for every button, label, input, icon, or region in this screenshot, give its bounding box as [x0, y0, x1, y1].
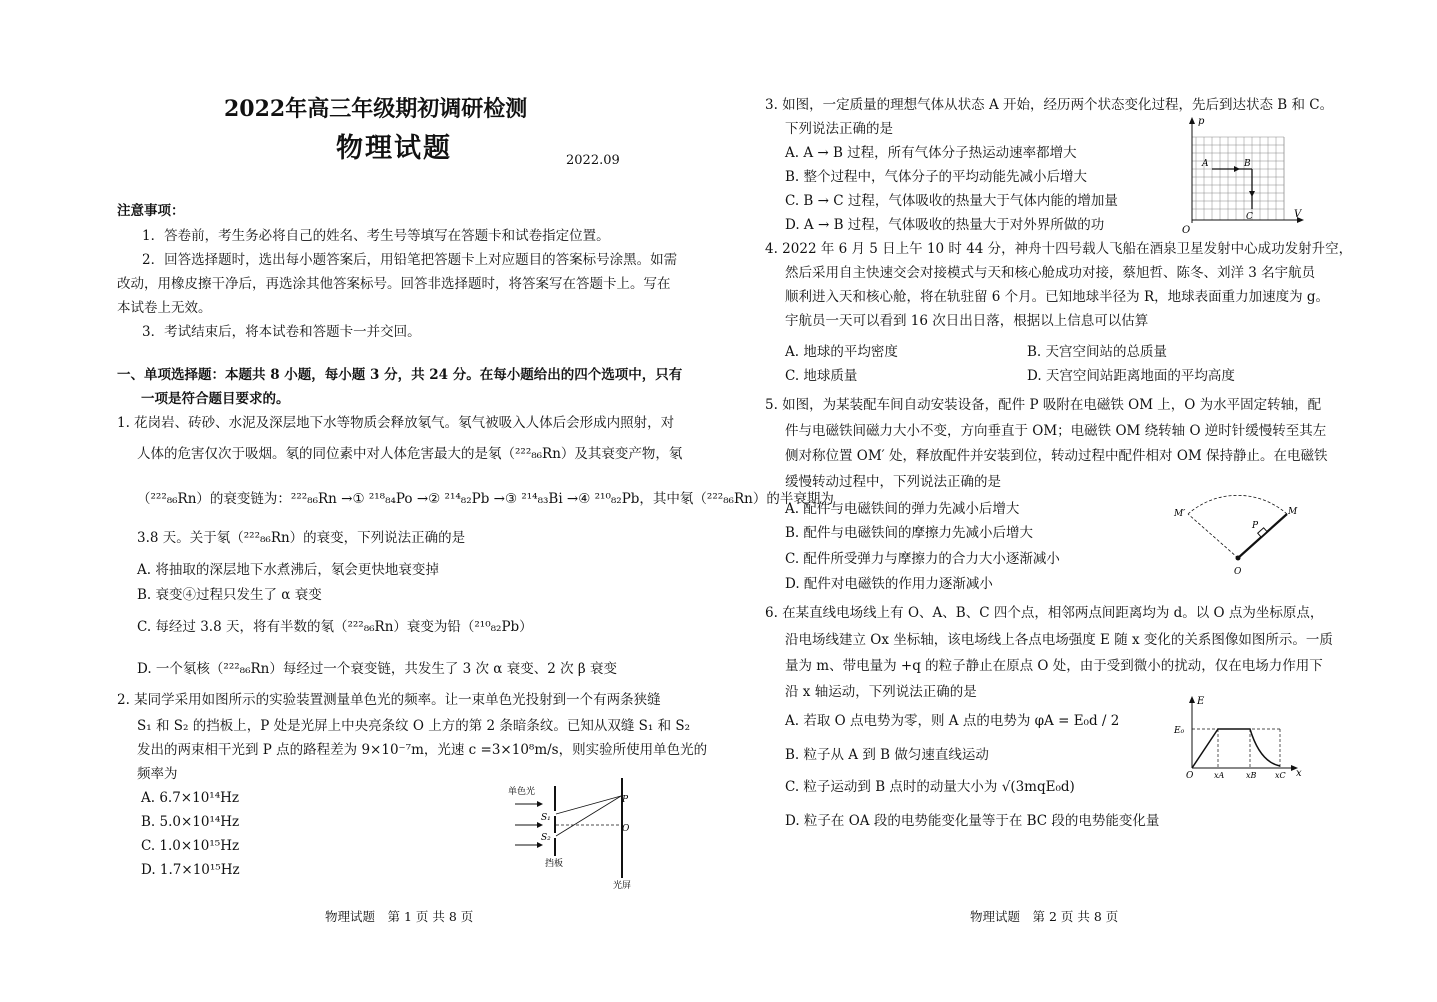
q6-line: 量为 m、带电量为 +q 的粒子静止在原点 O 处，由于受到微小的扰动，仅在电场力作用下: [785, 658, 1323, 674]
q2-option-a: A. 6.7×10¹⁴Hz: [141, 790, 240, 806]
q5-line: 5. 如图，为某装配车间自动安装设备，配件 P 吸附在电磁铁 OM 上，O 为水平固定转轴，配: [765, 397, 1322, 413]
label-xa: xA: [1214, 771, 1225, 780]
q6-line: 沿 x 轴运动，下列说法正确的是: [785, 684, 977, 700]
q3-option-b: B. 整个过程中，气体分子的平均动能先减小后增大: [785, 169, 1088, 185]
axis-label-x: x: [1296, 768, 1302, 779]
q4-line: 然后采用自主快速交会对接模式与天和核心舱成功对接，蔡旭哲、陈冬、刘洋 3 名宇航员: [785, 265, 1316, 281]
q2-line: 发出的两束相干光到 P 点的路程差为 9×10⁻⁷m，光速 c =3×10⁸m/s，则实验所使用单色光的: [137, 742, 708, 758]
label-xb: xB: [1246, 771, 1257, 780]
q5-option-b: B. 配件与电磁铁间的摩擦力先减小后增大: [785, 525, 1034, 541]
q1-option-c: C. 每经过 3.8 天，将有半数的氡（²²²₈₆Rn）衰变为铅（²¹⁰₈₂Pb）: [137, 619, 533, 635]
q1-line: 1. 花岗岩、砖砂、水泥及深层地下水等物质会释放氡气。氡气被吸入人体后会形成内照射，对: [117, 415, 675, 431]
q6-option-c: C. 粒子运动到 B 点时的动量大小为 √(3mqE₀d): [785, 779, 1075, 795]
q3-line: 下列说法正确的是: [785, 121, 893, 137]
q5-line: 侧对称位置 OM′ 处，释放配件并安装到位，转动过程中配件相对 OM 保持静止。在电磁铁: [785, 448, 1328, 464]
q4-option-b: B. 天宫空间站的总质量: [1027, 344, 1168, 360]
state-a: A: [1202, 159, 1209, 169]
pv-grid: [1192, 137, 1284, 220]
state-b: B: [1244, 159, 1251, 169]
electromagnet-diagram: [1170, 484, 1310, 579]
q2-line: 频率为: [137, 766, 178, 782]
page-footer: 物理试题 第 2 页 共 8 页: [970, 909, 1119, 924]
part-p: [1258, 528, 1267, 537]
exam-title: 2022年高三年级期初调研检测: [224, 96, 528, 122]
q1-option-a: A. 将抽取的深层地下水煮沸后，氡会更快地衰变掉: [137, 562, 439, 578]
figure-label-light: 单色光: [508, 787, 536, 797]
q4-option-c: C. 地球质量: [785, 368, 858, 384]
q3-line: 3. 如图，一定质量的理想气体从状态 A 开始，经历两个状态变化过程，先后到达状态 B 和 C。: [765, 97, 1334, 113]
q2-option-b: B. 5.0×10¹⁴Hz: [141, 814, 240, 830]
q1-line: 人体的危害仅次于吸烟。氡的同位素中对人体危害最大的是氡（²²²₈₆Rn）及其衰变产物，氡: [137, 446, 683, 462]
notice-heading: 注意事项：: [117, 203, 185, 219]
q6-option-d: D. 粒子在 OA 段的电势能变化量等于在 BC 段的电势能变化量: [785, 813, 1160, 829]
notice-line: 2．回答选择题时，选出每小题答案后，用铅笔把答题卡上对应题目的答案标号涂黑。如需: [142, 252, 678, 268]
q6-line: 沿电场线建立 Ox 坐标轴，该电场线上各点电场强度 E 随 x 变化的关系图像如图所示。一质: [785, 632, 1333, 648]
notice-line: 1．答卷前，考生务必将自己的姓名、考生号等填写在答题卡和试卷指定位置。: [142, 228, 610, 244]
q1-line: 3.8 天。关于氡（²²²₈₆Rn）的衰变，下列说法正确的是: [137, 530, 466, 546]
field-strength-graph: [1170, 692, 1305, 780]
axis-origin: O: [1182, 225, 1191, 235]
label-o: O: [1234, 567, 1242, 577]
q3-option-d: D. A → B 过程，气体吸收的热量大于对外界所做的功: [785, 217, 1105, 233]
q2-line: 2. 某同学采用如图所示的实验装置测量单色光的频率。让一束单色光投射到一个有两条狭缝: [117, 692, 661, 708]
exam-date: 2022.09: [566, 153, 620, 168]
q5-option-c: C. 配件所受弹力与摩擦力的合力大小逐渐减小: [785, 551, 1060, 567]
q6-option-a: A. 若取 O 点电势为零，则 A 点的电势为 φA = E₀d / 2: [785, 713, 1120, 729]
label-xc: xC: [1275, 771, 1286, 780]
figure-label-o: O: [622, 824, 630, 834]
q4-option-a: A. 地球的平均密度: [785, 344, 898, 360]
figure-label-p: P: [622, 795, 629, 805]
q4-line: 宇航员一天可以看到 16 次日出日落，根据以上信息可以估算: [785, 313, 1149, 329]
page-footer: 物理试题 第 1 页 共 8 页: [325, 909, 474, 924]
label-o: O: [1186, 771, 1194, 780]
q6-option-b: B. 粒子从 A 到 B 做匀速直线运动: [785, 747, 989, 763]
axis-label-v: V: [1294, 209, 1302, 220]
section-heading: 一、单项选择题：本题共 8 小题，每小题 3 分，共 24 分。在每小题给出的四个选项中，只有: [117, 367, 683, 383]
label-m-prime: M′: [1174, 509, 1186, 519]
double-slit-diagram: [505, 778, 645, 893]
label-e0: E₀: [1174, 726, 1185, 736]
q5-option-d: D. 配件对电磁铁的作用力逐渐减小: [785, 576, 993, 592]
figure-label-s1: S₁: [541, 813, 551, 823]
subject-title: 物理试题: [336, 133, 452, 164]
q1-line: （²²²₈₆Rn）的衰变链为：²²²₈₆Rn →① ²¹⁸₈₄Po →② ²¹⁴₈₂Pb →③ ²¹⁴₈₃Bi →④ ²¹⁰₈₂Pb，其中氡（²²²₈₆Rn）的半衰期为: [137, 491, 834, 507]
q4-line: 顺利进入天和核心舱，将在轨驻留 6 个月。已知地球半径为 R，地球表面重力加速度为 g。: [785, 289, 1330, 305]
figure-label-screen: 光屏: [613, 881, 632, 891]
q2-option-c: C. 1.0×10¹⁵Hz: [141, 838, 240, 854]
label-p: P: [1252, 521, 1259, 531]
q3-option-a: A. A → B 过程，所有气体分子热运动速率都增大: [785, 145, 1077, 161]
q4-line: 4. 2022 年 6 月 5 日上午 10 时 44 分，神舟十四号载人飞船在酒泉卫星发射中心成功发射升空，: [765, 241, 1353, 257]
e-curve: [1192, 729, 1280, 768]
axis-label-p: p: [1198, 116, 1205, 127]
notice-line: 本试卷上无效。: [117, 300, 212, 316]
q1-option-d: D. 一个氡核（²²²₈₆Rn）每经过一个衰变链，共发生了 3 次 α 衰变、2 次 β 衰变: [137, 661, 617, 677]
q5-line: 件与电磁铁间磁力大小不变，方向垂直于 OM；电磁铁 OM 绕转轴 O 逆时针缓慢转至其左: [785, 423, 1327, 439]
figure-label-barrier: 挡板: [545, 859, 564, 869]
q5-option-a: A. 配件与电磁铁间的弹力先减小后增大: [785, 501, 1020, 517]
state-c: C: [1246, 212, 1253, 222]
section-heading-cont: 一项是符合题目要求的。: [141, 391, 290, 407]
pv-diagram: [1180, 115, 1310, 235]
q2-option-d: D. 1.7×10¹⁵Hz: [141, 862, 240, 878]
label-m: M: [1288, 507, 1298, 517]
notice-line: 改动，用橡皮擦干净后，再选涂其他答案标号。回答非选择题时，将答案写在答题卡上。写在: [117, 276, 671, 292]
q1-option-b: B. 衰变④过程只发生了 α 衰变: [137, 587, 322, 603]
q5-line: 缓慢转动过程中，下列说法正确的是: [785, 474, 1001, 490]
notice-line: 3．考试结束后，将本试卷和答题卡一并交回。: [142, 324, 421, 340]
q3-option-c: C. B → C 过程，气体吸收的热量大于气体内能的增加量: [785, 193, 1118, 209]
q4-option-d: D. 天宫空间站距离地面的平均高度: [1027, 368, 1235, 384]
axis-label-e: E: [1197, 696, 1205, 707]
q6-line: 6. 在某直线电场线上有 O、A、B、C 四个点，相邻两点间距离均为 d。以 O 点为坐标原点，: [765, 605, 1324, 621]
q2-line: S₁ 和 S₂ 的挡板上，P 处是光屏上中央亮条纹 O 上方的第 2 条暗条纹。已知从双缝 S₁ 和 S₂: [137, 718, 691, 734]
figure-label-s2: S₂: [541, 833, 551, 843]
